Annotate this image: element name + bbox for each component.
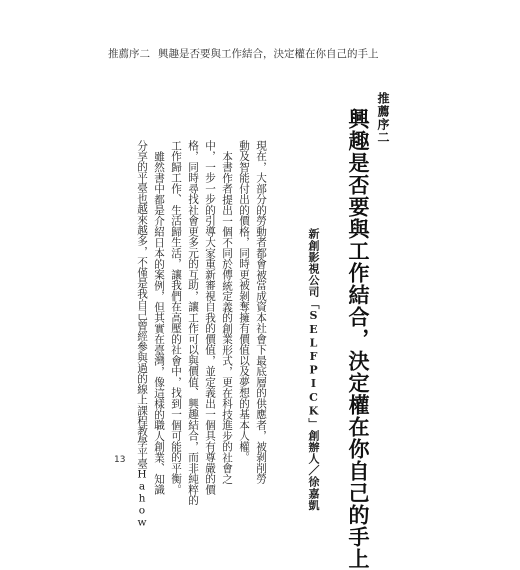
running-header-section: 推薦序二: [108, 48, 150, 60]
body-column: 中，一步一步的引導大家重新審視自我的價值，並定義出一個具有尊嚴的價: [204, 140, 216, 495]
section-label: 推薦序二: [376, 92, 390, 144]
running-header: [108, 46, 428, 62]
body-column: 工作歸工作、生活歸生活，讓我們在高壓的社會中，找到一個可能的平衡。: [170, 140, 182, 495]
page-number: 13: [114, 455, 126, 465]
body-column: 本書作者提出一個不同於傳統定義的創業形式，更在科技進步的社會之: [221, 151, 233, 485]
running-header-title: 興趣是否要與工作結合，決定權在你自己的手上: [158, 48, 379, 60]
chapter-title: 興趣是否要與工作結合，決定權在你自己的手上: [346, 108, 371, 570]
body-column: 雖然書中都是介紹日本的案例，但其實在臺灣，像這樣的職人創業、知識: [153, 151, 165, 495]
body-column: 動及智能付出的價格，同時更被剝奪擁有價值以及夢想的基本人權。: [238, 140, 250, 463]
body-column: 格，同時尋找社會更多元的互助，讓工作可以與價值、興趣結合，而非純粹的: [187, 140, 199, 506]
body-column: 現在，大部分的勞動者都會被當成資本社會下最底層的供應者，被剝削勞: [255, 140, 267, 484]
author-byline: 新創影視公司「SELFPICK」創辦人／徐嘉凱: [307, 228, 320, 511]
body-column: 分享的平臺也越來越多，不僅是我自己曾經參與過的線上課程教學平臺Hahow: [136, 140, 148, 529]
